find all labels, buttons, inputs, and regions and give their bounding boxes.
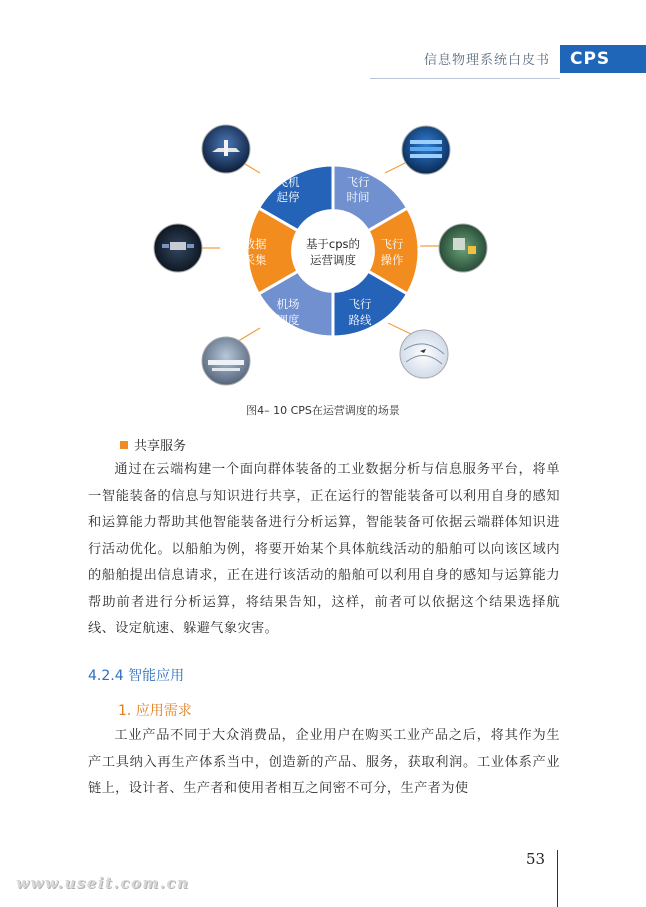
bullet-square-icon	[120, 441, 128, 449]
paragraph-2-text: 工业产品不同于大众消费品，企业用户在购买工业产品之后，将其作为生产工具纳入再生产体系当中，创造新的产品、服务，获取利润。工业体系产业链上，设计者、生产者和使用者相互之间密不可分，生产者为使	[88, 728, 560, 796]
page-header	[0, 0, 646, 80]
center-label-2: 运营调度	[310, 253, 356, 267]
segment-label-6a: 数据	[243, 237, 267, 251]
segment-label-5b: 调度	[276, 313, 300, 327]
section-bullet	[120, 435, 186, 454]
segment-label-6b: 采集	[243, 253, 267, 267]
watermark: www.useit.com.cn	[16, 874, 190, 892]
heading-application-needs: 1. 应用需求	[118, 703, 192, 719]
header-title: 信息物理系统白皮书	[423, 53, 550, 68]
segment-label-5a: 机场	[276, 297, 300, 311]
page-number-divider	[557, 850, 558, 907]
cps-operation-diagram	[140, 118, 510, 398]
page-number: 53	[526, 850, 546, 868]
segment-label-4b: 路线	[348, 313, 372, 327]
figure-caption: 图4– 10 CPS在运营调度的场景	[246, 404, 400, 417]
segment-label-1a: 飞机	[276, 175, 300, 189]
paragraph-application-needs	[88, 723, 560, 803]
section-bullet-text: 共享服务	[134, 439, 187, 454]
heading-4-2-4: 4.2.4 智能应用	[88, 668, 185, 684]
segment-label-2b: 时间	[346, 190, 370, 204]
center-label-1: 基于cps的	[305, 237, 361, 251]
paragraph-1-text: 通过在云端构建一个面向群体装备的工业数据分析与信息服务平台，将单一智能装备的信息与知识进行共享，正在运行的智能装备可以利用自身的感知和运算能力帮助其他智能装备进行分析运算，智能装备可依据云端群体知识进行活动优化。以船舶为例，将要开始某个具体航线活动的船舶可以向该区域内的船舶提出信息请求，正在进行该活动的船舶可以利用自身的感知与运算能力帮助前者进行分析运算，将结果告知，这样，前者可以依据这个结果选择航线、设定航速、躲避气象灾害。	[88, 462, 560, 636]
cps-badge: CPS	[560, 45, 646, 73]
segment-label-3b: 操作	[380, 253, 404, 267]
segment-label-1b: 起停	[276, 190, 300, 204]
circuit-photo-icon	[439, 224, 487, 272]
segment-label-2a: 飞行	[346, 175, 370, 189]
airplane-photo-icon	[202, 125, 250, 173]
header-divider	[370, 78, 560, 79]
route-map-photo-icon	[400, 330, 448, 378]
airport-photo-icon	[202, 337, 250, 385]
satellite-photo-icon	[154, 224, 202, 272]
paragraph-shared-service	[88, 457, 560, 643]
segment-label-3a: 飞行	[380, 237, 404, 251]
center-circle	[293, 211, 373, 291]
flight-board-photo-icon	[402, 126, 450, 174]
segment-label-4a: 飞行	[348, 297, 372, 311]
